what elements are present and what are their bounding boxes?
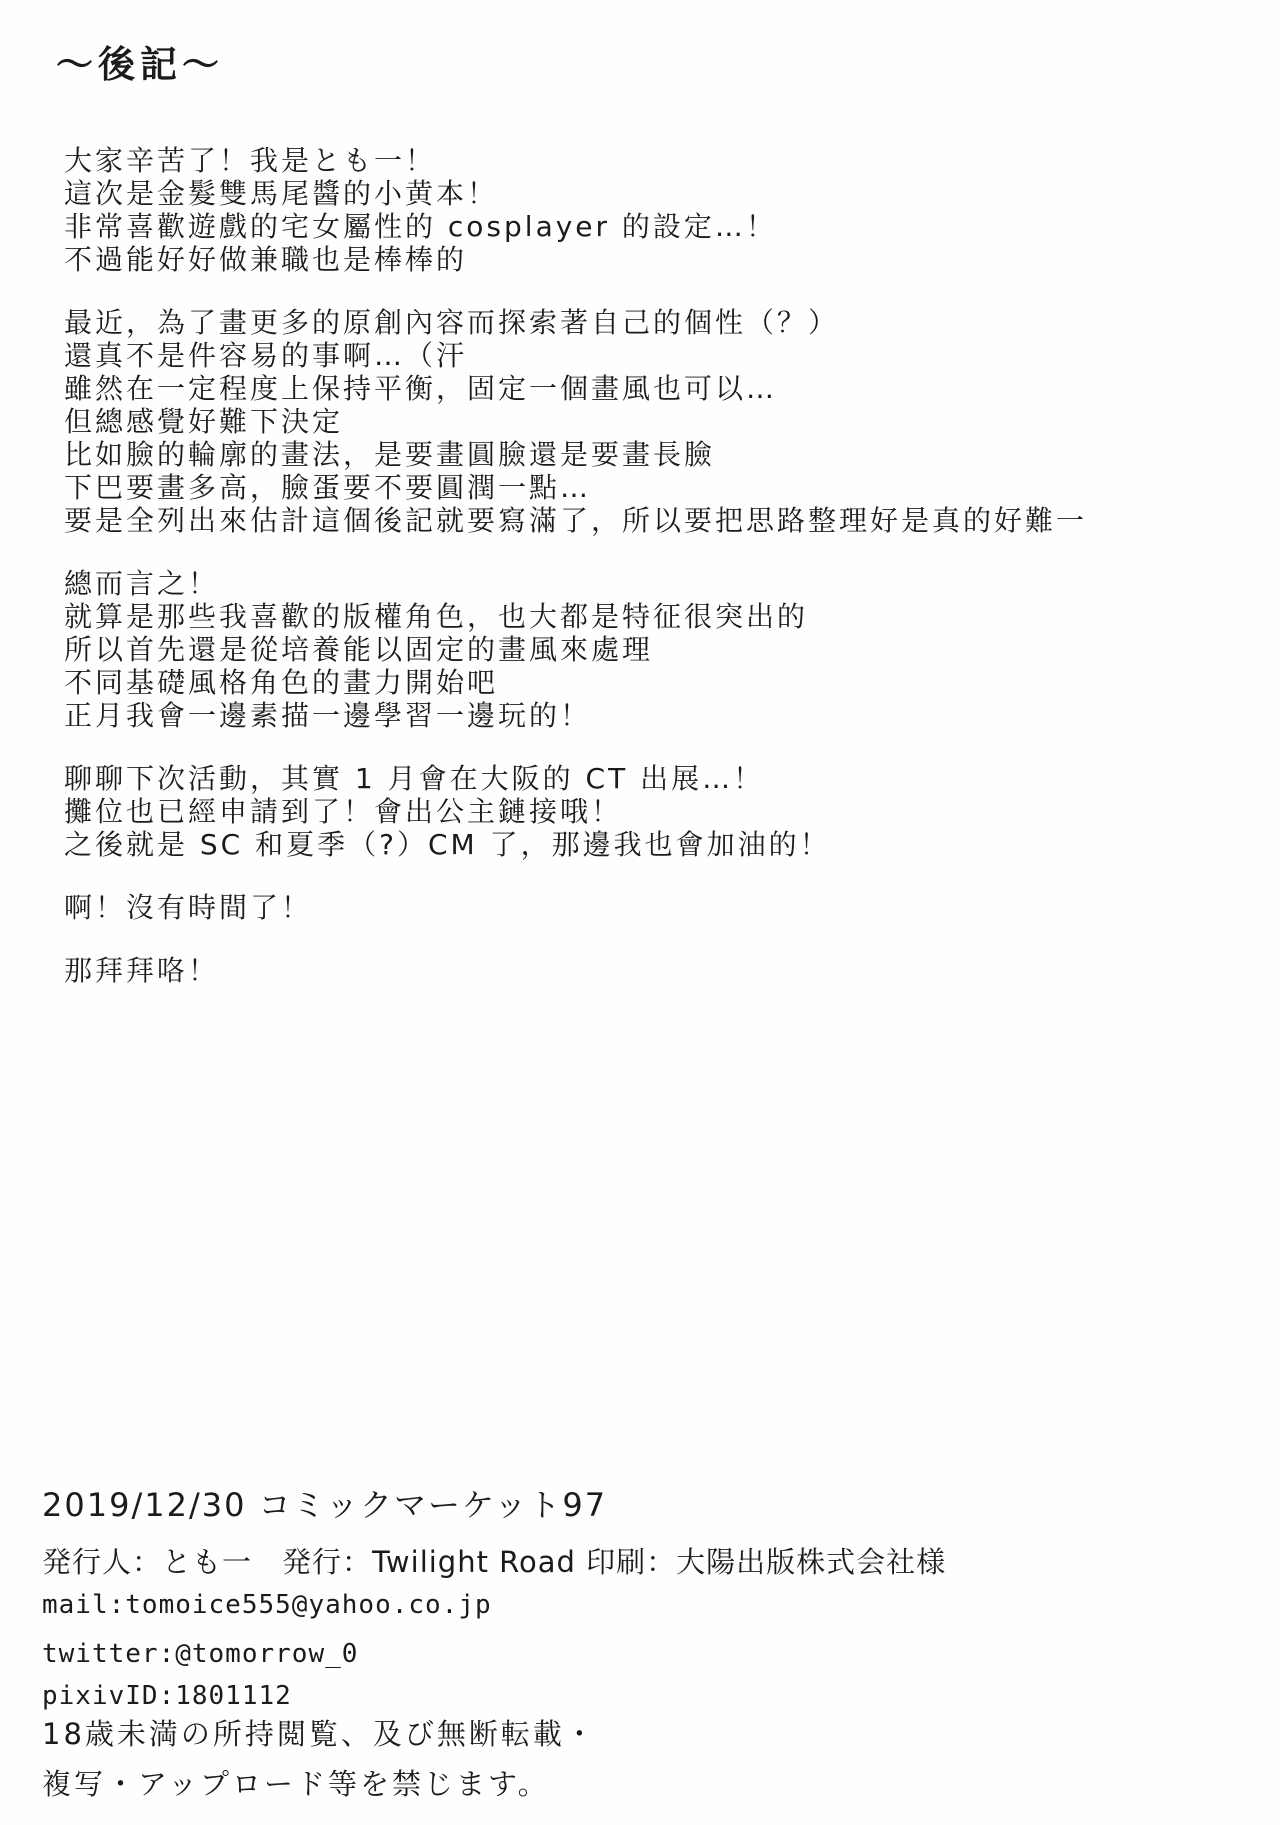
text-line: 聊聊下次活動，其實 1 月會在大阪的 CT 出展…！ [64,762,765,795]
text-line: 非常喜歡遊戲的宅女屬性的 cosplayer 的設定…！ [64,210,777,243]
publisher-line: 発行人：とも一 発行：Twilight Road 印刷：大陽出版株式会社様 [42,1545,947,1579]
pixiv-id-line: pixivID:1801112 [42,1681,292,1711]
text-line: 那拜拜咯！ [64,954,220,987]
afterword-body [64,144,1087,987]
text-line: 下巴要畫多高，臉蛋要不要圓潤一點… [64,471,592,504]
text-line: 就算是那些我喜歡的版權角色，也大都是特征很突出的 [64,600,809,633]
text-line: 這次是金髮雙馬尾醬的小黄本！ [64,177,499,210]
text-line: 所以首先還是從培養能以固定的畫風來處理 [64,633,654,666]
text-line: 比如臉的輪廓的畫法，是要畫圓臉還是要畫長臉 [64,438,716,471]
paragraph-conclusion [64,567,1087,732]
text-line: 攤位也已經申請到了！會出公主鏈接哦！ [64,795,623,828]
text-line: 之後就是 SC 和夏季（?）CM 了，那邊我也會加油的！ [64,828,831,861]
paragraph-art-style [64,306,1087,537]
text-line: 總而言之！ [64,567,220,600]
text-line: 不同基礎風格角色的畫力開始吧 [64,666,499,699]
age-notice-line-2: 複写・アップロード等を禁じます。 [42,1767,550,1801]
text-line: 但總感覺好難下決定 [64,405,344,438]
text-line: 雖然在一定程度上保持平衡，固定一個畫風也可以… [64,372,778,405]
text-line: 正月我會一邊素描一邊學習一邊玩的！ [64,699,592,732]
page-title: ～後記～ [56,43,224,86]
twitter-line: twitter:@tomorrow_0 [42,1639,359,1669]
paragraph-no-time [64,891,1087,924]
mail-line: mail:tomoice555@yahoo.co.jp [42,1590,492,1620]
text-line: 要是全列出來估計這個後記就要寫滿了，所以要把思路整理好是真的好難一 [64,504,1088,537]
text-line: 最近，為了畫更多的原創內容而探索著自己的個性（？） [64,306,840,339]
paragraph-greeting [64,144,1087,276]
text-line: 啊！沒有時間了！ [64,891,313,924]
text-line: 大家辛苦了！我是とも一！ [64,144,437,177]
text-line: 還真不是件容易的事啊…（汗 [64,339,468,372]
paragraph-goodbye [64,954,1087,987]
event-date-line: 2019/12/30 コミックマーケット97 [42,1486,608,1524]
age-notice-line-1: 18歳未満の所持閲覧、及び無断転載・ [42,1717,597,1751]
text-line: 不過能好好做兼職也是棒棒的 [64,243,468,276]
paragraph-next-events [64,762,1087,861]
